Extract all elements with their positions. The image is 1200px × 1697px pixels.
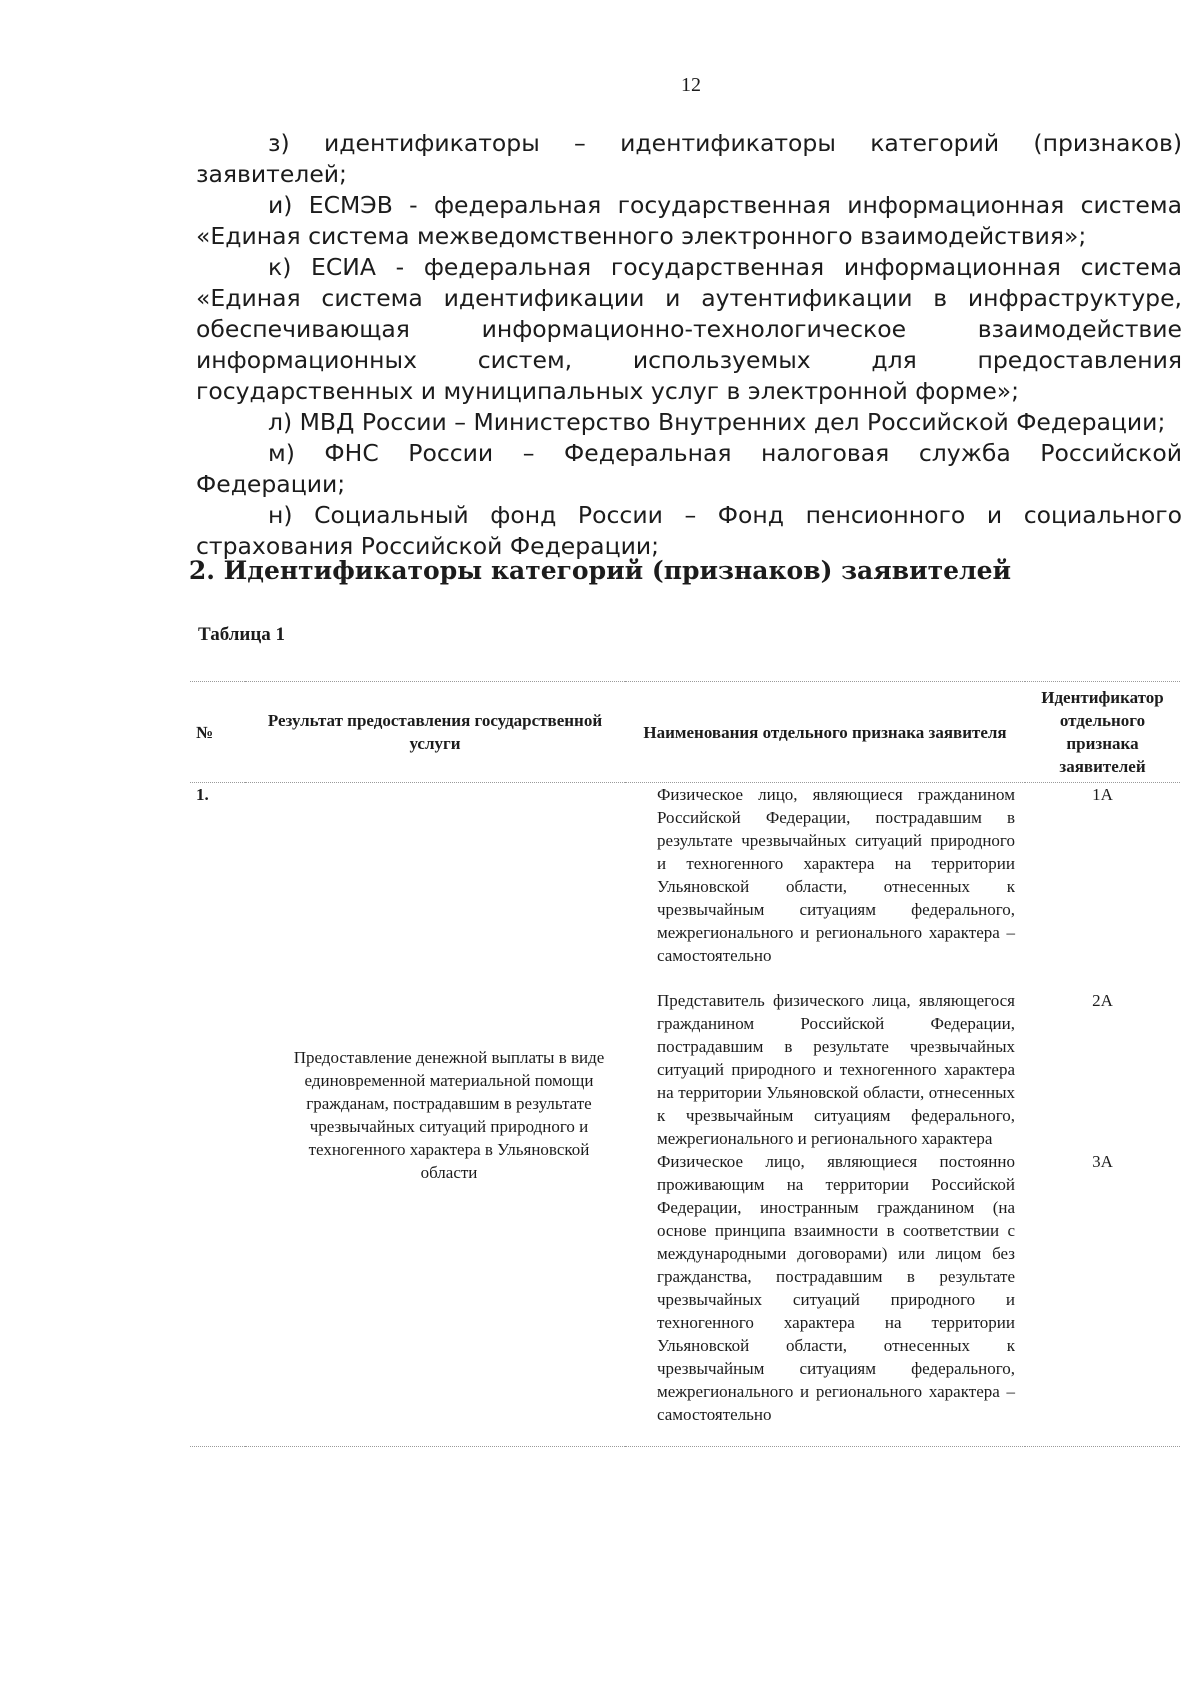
applicant-category: Физическое лицо, являющиеся постоянно проживающим на территории Российской Федерации, иностранным гражданином (на основе принципа взаимности в соответствии с международными договорами) или лицом без гражданства, пострадавшим в результате чрезвычайных ситуаций природного и техногенного характера на территории Ульяновской области, отнесенных к чрезвычайным ситуациям федерального, межрегионального и регионального характера – самостоятельно <box>657 1152 1015 1424</box>
category-identifier: 3А <box>1092 1152 1113 1171</box>
service-result: Предоставление денежной выплаты в виде единовременной материальной помощи гражданам, пострадавшим в результате чрезвычайных ситуаций природного и техногенного характера в Ульяновской области <box>293 1047 605 1182</box>
definition-i: и) ЕСМЭВ - федеральная государственная информационная система «Единая система межведомственного электронного взаимодействия»; <box>196 191 1182 250</box>
header-id: Идентификатор отдельного признака заявителей <box>1041 688 1164 776</box>
header-num: № <box>196 722 214 742</box>
header-name: Наименования отдельного признака заявителя <box>643 722 1007 742</box>
category-identifier: 2А <box>1092 991 1113 1010</box>
table-row <box>190 783 1180 990</box>
definition-n: н) Социальный фонд России – Фонд пенсионного и социального страхования Российской Федерации; <box>196 501 1182 560</box>
section-heading: 2. Идентификаторы категорий (признаков) заявителей <box>188 556 1012 585</box>
table-header-row <box>190 682 1180 783</box>
table-container <box>190 681 1180 1447</box>
applicant-category: Представитель физического лица, являющегося гражданином Российской Федерации, пострадавшим в результате чрезвычайных ситуаций природного и техногенного характера на территории Ульяновской области, отнесенных к чрезвычайным ситуациям федерального, межрегионального и регионального характера <box>657 991 1015 1148</box>
row-number: 1. <box>196 785 209 804</box>
definition-l: л) МВД России – Министерство Внутренних дел Российской Федерации; <box>268 408 1166 436</box>
definitions-list <box>196 128 1182 562</box>
definition-k: к) ЕСИА - федеральная государственная информационная система «Единая система идентификации и аутентификации в инфраструктуре, обеспечивающая информационно-технологическое взаимодействие информационных систем, используемых для предоставления государственных и муниципальных услуг в электронной форме»; <box>196 253 1182 405</box>
category-identifier: 1А <box>1092 785 1113 804</box>
page-number: 12 <box>681 74 701 96</box>
applicant-category: Физическое лицо, являющиеся гражданином Российской Федерации, пострадавшим в результате чрезвычайных ситуаций природного и техногенного характера на территории Ульяновской области, отнесенных к чрезвычайным ситуациям федерального, межрегионального и регионального характера – самостоятельно <box>657 785 1015 965</box>
identifiers-table <box>190 681 1180 1447</box>
definition-z: з) идентификаторы – идентификаторы категорий (признаков) заявителей; <box>196 129 1182 188</box>
table-caption: Таблица 1 <box>198 624 286 645</box>
definition-m: м) ФНС России – Федеральная налоговая служба Российской Федерации; <box>196 439 1182 498</box>
header-result: Результат предоставления государственной услуги <box>267 711 603 753</box>
